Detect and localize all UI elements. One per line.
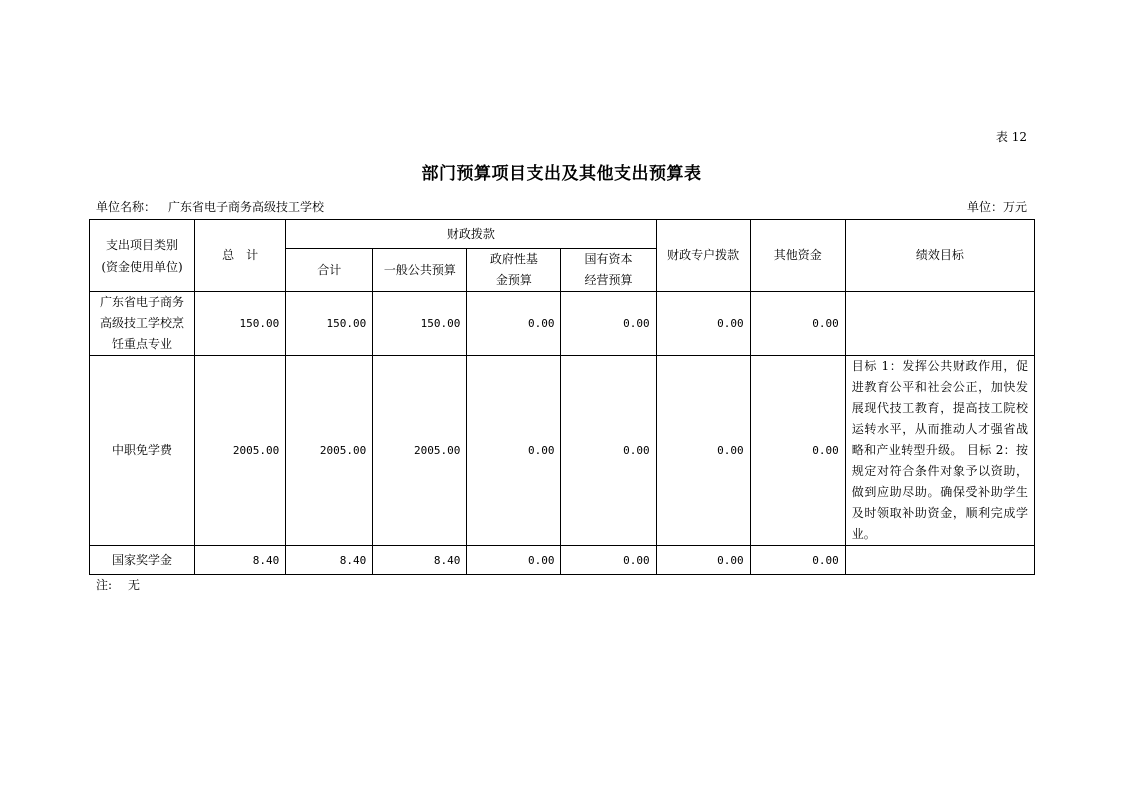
unit-name-label: 单位名称： [96, 200, 157, 214]
note [96, 576, 140, 593]
cell-special: 0.00 [656, 546, 750, 575]
note-label: 注: [96, 578, 113, 592]
header-fiscal: 财政拨款 [286, 220, 656, 249]
cell-state-capital: 0.00 [561, 546, 656, 575]
header-total: 总 计 [195, 220, 286, 292]
cell-total: 2005.00 [195, 356, 286, 546]
page-title: 部门预算项目支出及其他支出预算表 [421, 164, 702, 184]
cell-goal: 目标 1：发挥公共财政作用，促进教育公平和社会公正，加快发展现代技工教育，提高技工院校运转水平，从而推动人才强省战略和产业转型升级。 目标 2：按规定对符合条件对象予以资助，做到应助尽助。确保受补助学生及时领取补助资金，顺利完成学业。 [845, 356, 1034, 546]
header-goal: 绩效目标 [845, 220, 1034, 292]
cell-sum: 150.00 [286, 292, 373, 356]
table-row [90, 546, 1035, 575]
cell-special: 0.00 [656, 356, 750, 546]
cell-gov-fund: 0.00 [467, 546, 561, 575]
header-state-capital: 国有资本经营预算 [561, 249, 656, 292]
header-other: 其他资金 [750, 220, 845, 292]
table-row [90, 292, 1035, 356]
cell-state-capital: 0.00 [561, 356, 656, 546]
cell-total: 150.00 [195, 292, 286, 356]
row-name: 国家奖学金 [90, 546, 195, 575]
cell-goal [845, 292, 1034, 356]
unit-name-value: 广东省电子商务高级技工学校 [168, 200, 325, 214]
header-sum: 合计 [286, 249, 373, 292]
cell-other: 0.00 [750, 546, 845, 575]
cell-other: 0.00 [750, 356, 845, 546]
budget-table [89, 219, 1035, 575]
money-unit: 单位：万元 [966, 200, 1027, 214]
table-row [90, 356, 1035, 546]
note-value: 无 [128, 578, 141, 592]
row-name: 广东省电子商务高级技工学校烹饪重点专业 [90, 292, 195, 356]
cell-state-capital: 0.00 [561, 292, 656, 356]
header-special: 财政专户拨款 [656, 220, 750, 292]
header-category: 支出项目类别(资金使用单位) [90, 220, 195, 292]
cell-gov-fund: 0.00 [467, 356, 561, 546]
cell-special: 0.00 [656, 292, 750, 356]
cell-goal [845, 546, 1034, 575]
header-gov-fund: 政府性基金预算 [467, 249, 561, 292]
cell-other: 0.00 [750, 292, 845, 356]
cell-gov-fund: 0.00 [467, 292, 561, 356]
table-number: 表 12 [995, 130, 1027, 144]
header-row-1 [90, 220, 1035, 249]
cell-general: 8.40 [373, 546, 467, 575]
cell-total: 8.40 [195, 546, 286, 575]
unit-name [96, 198, 324, 215]
cell-general: 2005.00 [373, 356, 467, 546]
header-general: 一般公共预算 [373, 249, 467, 292]
cell-sum: 8.40 [286, 546, 373, 575]
cell-general: 150.00 [373, 292, 467, 356]
cell-sum: 2005.00 [286, 356, 373, 546]
row-name: 中职免学费 [90, 356, 195, 546]
